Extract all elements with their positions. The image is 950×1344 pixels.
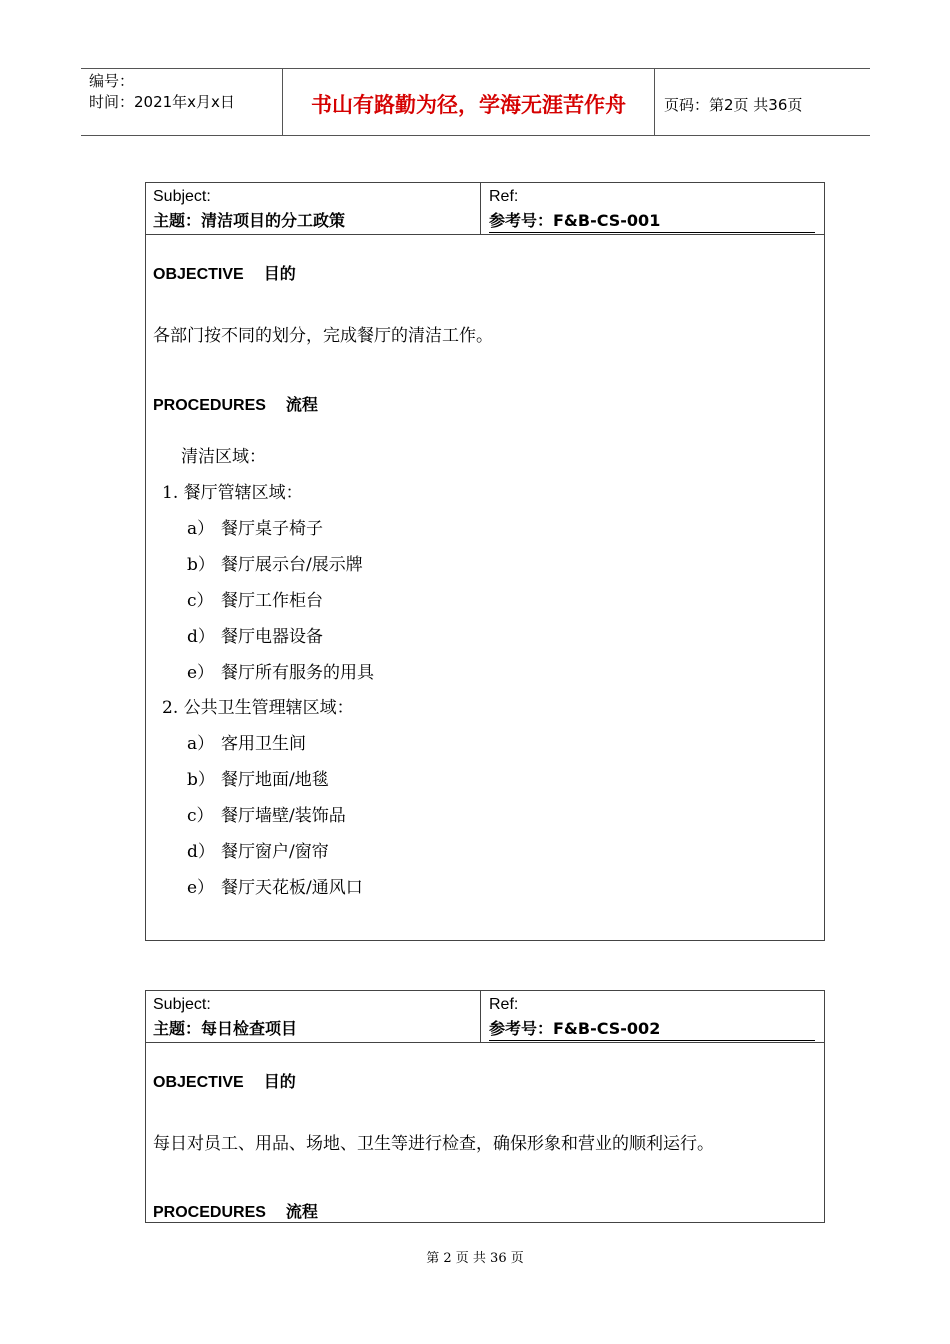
item-text: 餐厅展示台/展示牌 — [221, 555, 363, 575]
procedures-heading — [153, 1199, 318, 1222]
procedures-en: PROCEDURES — [153, 397, 266, 414]
item-marker: e） — [187, 878, 215, 898]
item-text: 客用卫生间 — [221, 734, 306, 754]
ref-number: 参考号：F&B-CS-002 — [489, 1017, 815, 1041]
list-item — [187, 514, 323, 539]
item-marker: b） — [187, 770, 215, 790]
list-item — [187, 586, 323, 611]
list-item — [187, 622, 323, 647]
objective-text: 各部门按不同的划分，完成餐厅的清洁工作。 — [153, 326, 493, 346]
list-item — [162, 693, 354, 718]
item-text: 餐厅工作柜台 — [221, 591, 323, 611]
subject-en: Subject: — [153, 188, 211, 205]
item-marker: a） — [187, 519, 215, 539]
subject-row — [146, 183, 824, 235]
list-item — [187, 658, 374, 683]
subject-cell — [146, 991, 481, 1042]
objective-en: OBJECTIVE — [153, 266, 244, 283]
subject-zh: 主题：每日检查项目 — [153, 1019, 298, 1038]
subject-zh: 主题：清洁项目的分工政策 — [153, 211, 346, 230]
subject-row — [146, 991, 824, 1043]
subject-cell — [146, 183, 481, 234]
item-text: 餐厅所有服务的用具 — [221, 663, 374, 683]
item-marker: b） — [187, 555, 215, 575]
list-title: 公共卫生管理辖区域： — [183, 698, 354, 718]
list-marker: 1. — [162, 483, 179, 503]
list-item — [187, 837, 329, 862]
item-text: 餐厅桌子椅子 — [221, 519, 323, 539]
list-item — [187, 729, 306, 754]
policy-section-2 — [145, 990, 825, 1223]
item-text: 餐厅地面/地毯 — [221, 770, 329, 790]
item-text: 餐厅天花板/通风口 — [221, 878, 363, 898]
ref-en: Ref: — [489, 188, 519, 205]
objective-zh: 目的 — [263, 264, 296, 283]
procedures-zh: 流程 — [285, 1202, 318, 1221]
time-label: 时间：2021年x月x日 — [89, 93, 235, 111]
procedures-heading — [153, 392, 318, 415]
procedures-en: PROCEDURES — [153, 1204, 266, 1221]
procedure-intro: 清洁区域： — [181, 447, 266, 467]
ref-number: 参考号：F&B-CS-001 — [489, 209, 815, 233]
page-footer: 第 2 页 共 36 页 — [426, 1251, 524, 1266]
objective-heading — [153, 1069, 296, 1092]
item-marker: d） — [187, 627, 215, 647]
list-marker: 2. — [162, 698, 179, 718]
item-text: 餐厅窗户/窗帘 — [221, 842, 329, 862]
list-item — [187, 765, 329, 790]
header-page-label: 页码：第2页 共36页 — [664, 95, 803, 114]
page-header — [81, 68, 870, 136]
header-meta — [81, 69, 282, 135]
list-item — [187, 801, 346, 826]
subject-en: Subject: — [153, 996, 211, 1013]
header-motto: 书山有路勤为径，学海无涯苦作舟 — [282, 69, 655, 135]
objective-heading — [153, 261, 296, 284]
item-marker: d） — [187, 842, 215, 862]
policy-section-1 — [145, 182, 825, 941]
list-title: 餐厅管辖区域： — [183, 483, 303, 503]
ref-cell — [481, 183, 824, 234]
number-label: 编号： — [89, 72, 135, 90]
ref-en: Ref: — [489, 996, 519, 1013]
objective-en: OBJECTIVE — [153, 1074, 244, 1091]
item-marker: a） — [187, 734, 215, 754]
item-text: 餐厅电器设备 — [221, 627, 323, 647]
list-item — [162, 478, 303, 503]
item-marker: c） — [187, 806, 214, 826]
item-text: 餐厅墙壁/装饰品 — [221, 806, 346, 826]
list-item — [187, 550, 363, 575]
objective-zh: 目的 — [263, 1072, 296, 1091]
list-item — [187, 873, 363, 898]
item-marker: e） — [187, 663, 215, 683]
item-marker: c） — [187, 591, 214, 611]
procedures-zh: 流程 — [285, 395, 318, 414]
ref-cell — [481, 991, 824, 1042]
objective-text: 每日对员工、用品、场地、卫生等进行检查，确保形象和营业的顺利运行。 — [153, 1134, 714, 1154]
